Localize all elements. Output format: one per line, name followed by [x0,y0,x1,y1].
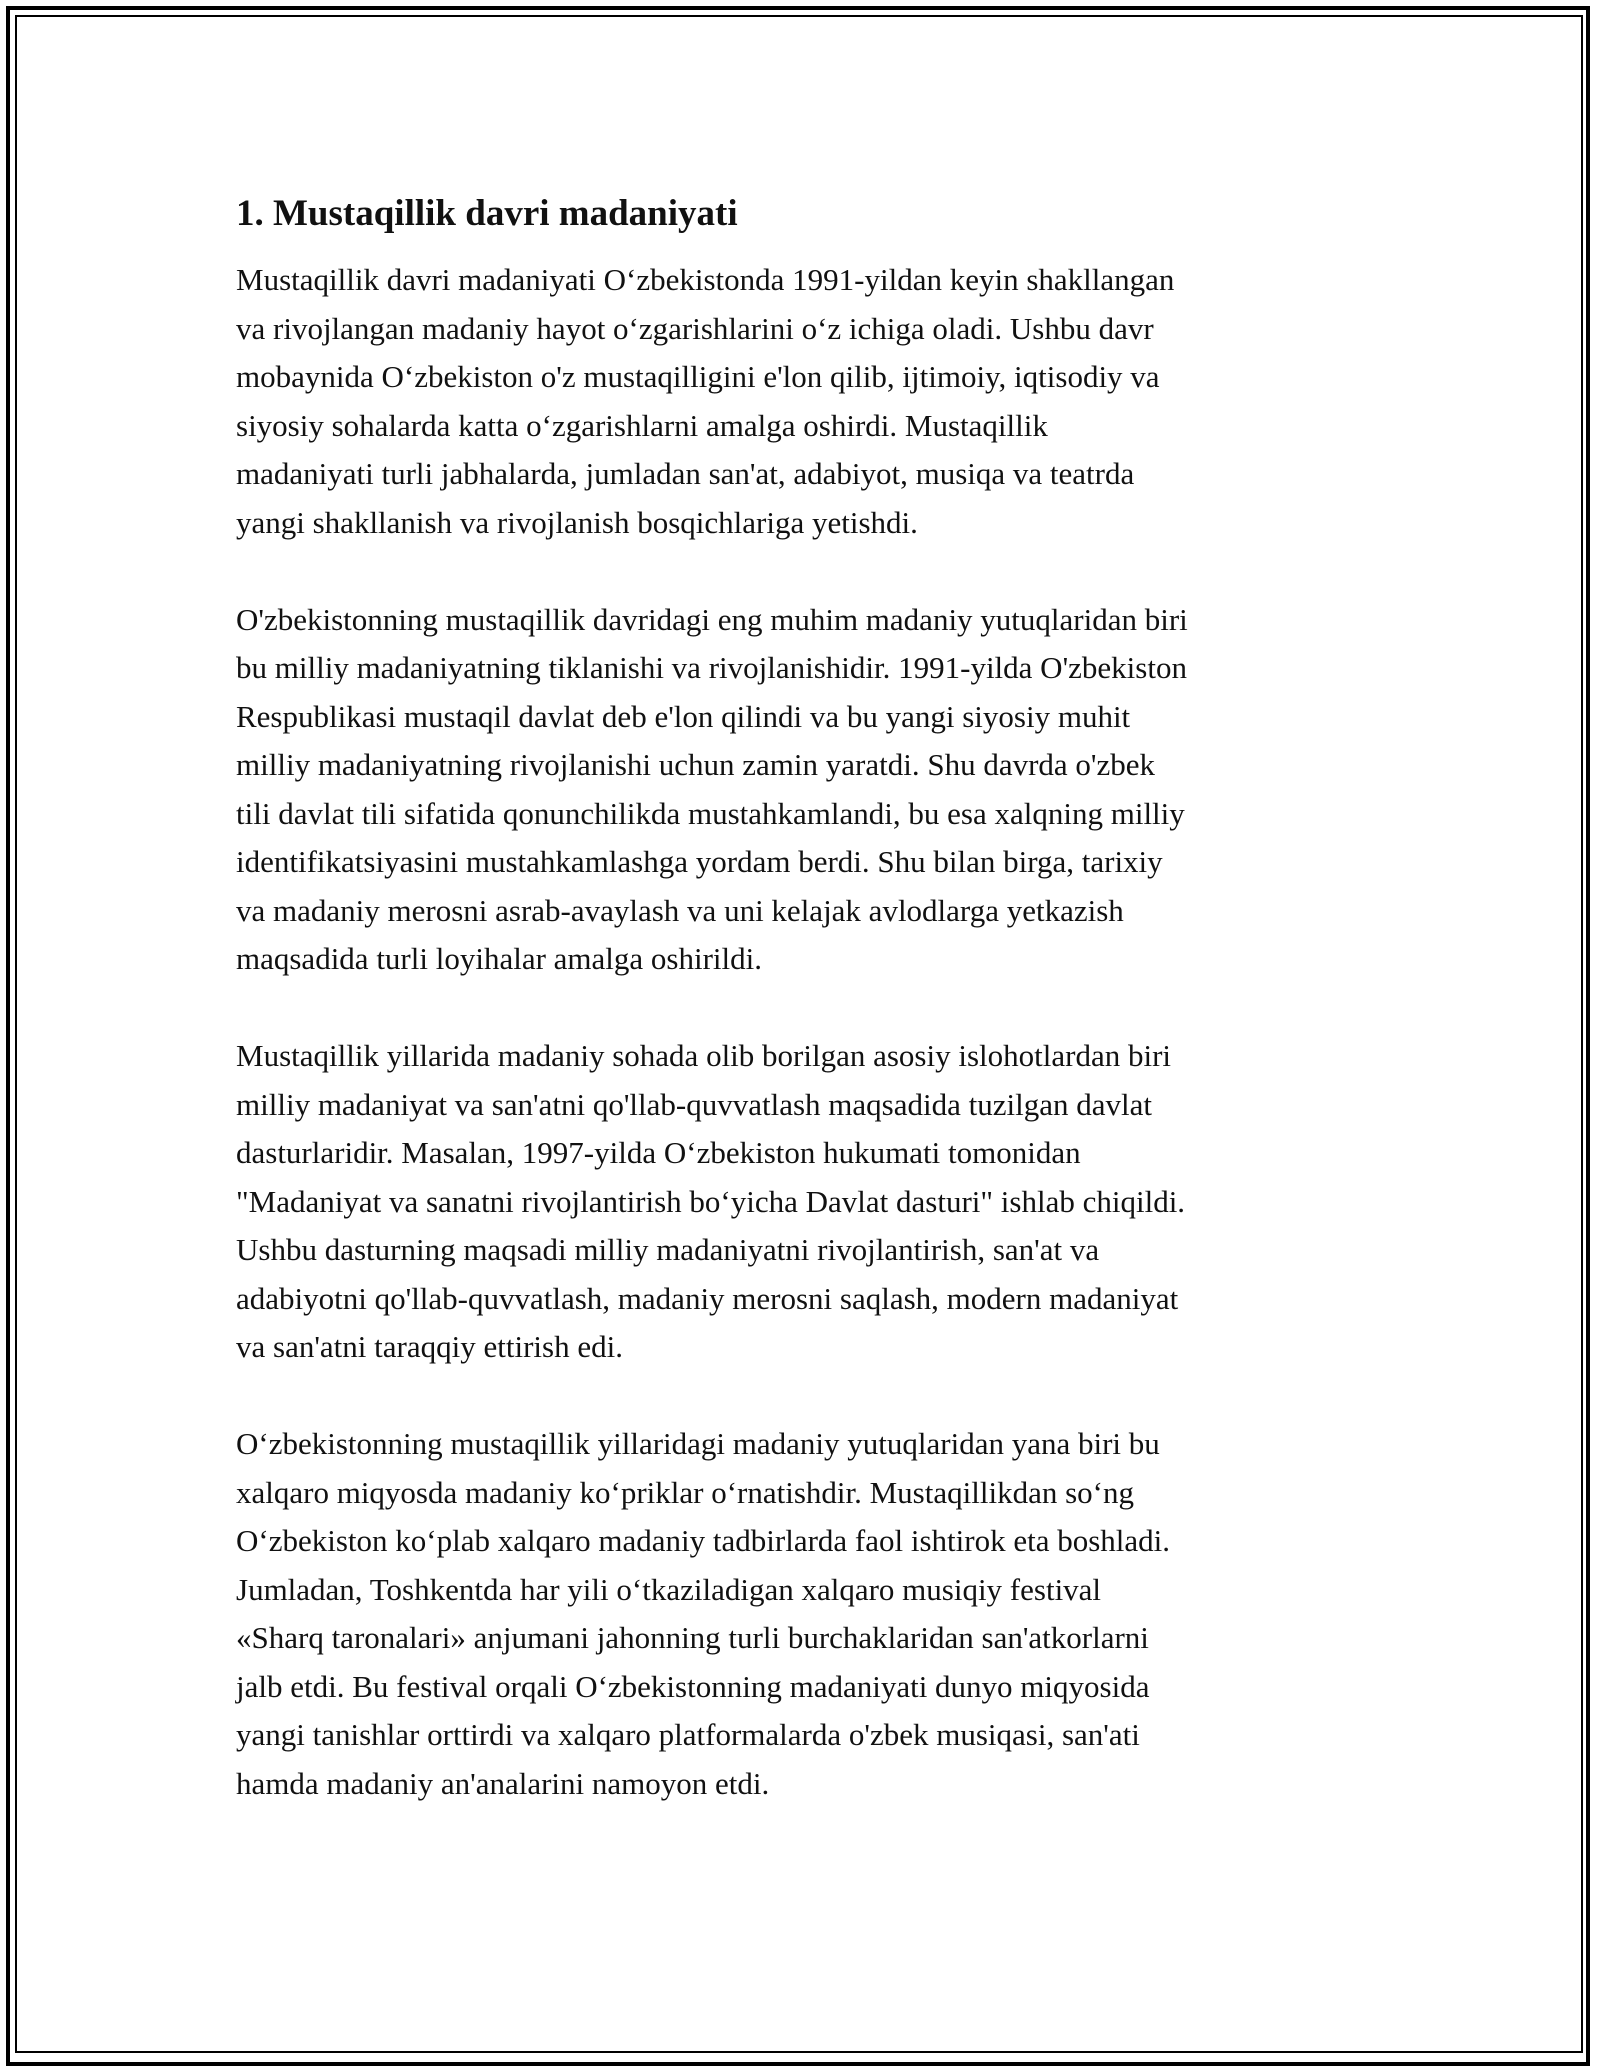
text-line: Mustaqillik davri madaniyati O‘zbekistonda 1991-yildan keyin shakllangan [236,262,1175,297]
text-line: "Madaniyat va sanatni rivojlantirish bo‘yicha Davlat dasturi" ishlab chiqildi. [236,1183,1186,1219]
text-line: yangi shakllanish va rivojlanish bosqichlariga yetishdi. [236,504,918,540]
text-line: va madaniy merosni asrab-avaylash va uni kelajak avlodlarga yetkazish [236,892,1124,928]
text-line: milliy madaniyat va san'atni qo'llab-quvvatlash maqsadida tuzilgan davlat [236,1086,1152,1122]
document-body [236,186,1366,1857]
paragraph-2 [236,596,1366,984]
text-line: Mustaqillik yillarida madaniy sohada olib borilgan asosiy islohotlardan biri [236,1038,1172,1073]
paragraph-3 [236,1032,1366,1372]
text-line: mobaynida O‘zbekiston o'z mustaqilligini e'lon qilib, ijtimoiy, iqtisodiy va [236,359,1160,394]
text-line: bu milliy madaniyatning tiklanishi va rivojlanishidir. 1991-yilda O'zbekiston [236,650,1187,685]
text-line: Jumladan, Toshkentda har yili o‘tkaziladigan xalqaro musiqiy festival [236,1571,1102,1607]
text-line: va rivojlangan madaniy hayot o‘zgarishlarini o‘z ichiga oladi. Ushbu davr [236,310,1154,346]
paragraph-4 [236,1420,1366,1808]
text-line: xalqaro miqyosda madaniy ko‘priklar o‘rnatishdir. Mustaqillikdan so‘ng [236,1474,1134,1510]
text-line: jalb etdi. Bu festival orqali O‘zbekistonning madaniyati dunyo miqyosida [236,1668,1150,1704]
paragraph-1 [236,256,1366,547]
text-line: Respublikasi mustaqil davlat deb e'lon qilindi va bu yangi siyosiy muhit [236,698,1131,734]
text-line: tili davlat tili sifatida qonunchilikda mustahkamlandi, bu esa xalqning milliy [236,795,1185,831]
text-line: O‘zbekistonning mustaqillik yillaridagi madaniy yutuqlaridan yana biri bu [236,1426,1160,1461]
text-line: maqsadida turli loyihalar amalga oshirildi. [236,941,763,976]
text-line: O'zbekistonning mustaqillik davridagi eng muhim madaniy yutuqlaridan biri [236,601,1188,637]
text-line: yangi tanishlar orttirdi va xalqaro platformalarda o'zbek musiqasi, san'ati [236,1717,1140,1752]
section-title: 1. Mustaqillik davri madaniyati [236,193,738,234]
text-line: va san'atni taraqqiy ettirish edi. [236,1329,623,1364]
text-line: hamda madaniy an'analarini namoyon etdi. [236,1765,770,1801]
text-line: identifikatsiyasini mustahkamlashga yordam berdi. Shu bilan birga, tarixiy [236,844,1163,879]
text-line: madaniyati turli jabhalarda, jumladan san'at, adabiyot, musiqa va teatrda [236,456,1135,491]
text-line: Ushbu dasturning maqsadi milliy madaniyatni rivojlantirish, san'at va [236,1232,1100,1267]
text-line: «Sharq taronalari» anjumani jahonning turli burchaklaridan san'atkorlarni [236,1620,1149,1655]
text-line: milliy madaniyatning rivojlanishi uchun zamin yaratdi. Shu davrda o'zbek [236,747,1156,782]
text-line: adabiyotni qo'llab-quvvatlash, madaniy merosni saqlash, modern madaniyat [236,1280,1179,1316]
text-line: dasturlaridir. Masalan, 1997-yilda O‘zbekiston hukumati tomonidan [236,1135,1081,1170]
text-line: O‘zbekiston ko‘plab xalqaro madaniy tadbirlarda faol ishtirok eta boshladi. [236,1523,1171,1558]
text-line: siyosiy sohalarda katta o‘zgarishlarni amalga oshirdi. Mustaqillik [236,407,1048,443]
